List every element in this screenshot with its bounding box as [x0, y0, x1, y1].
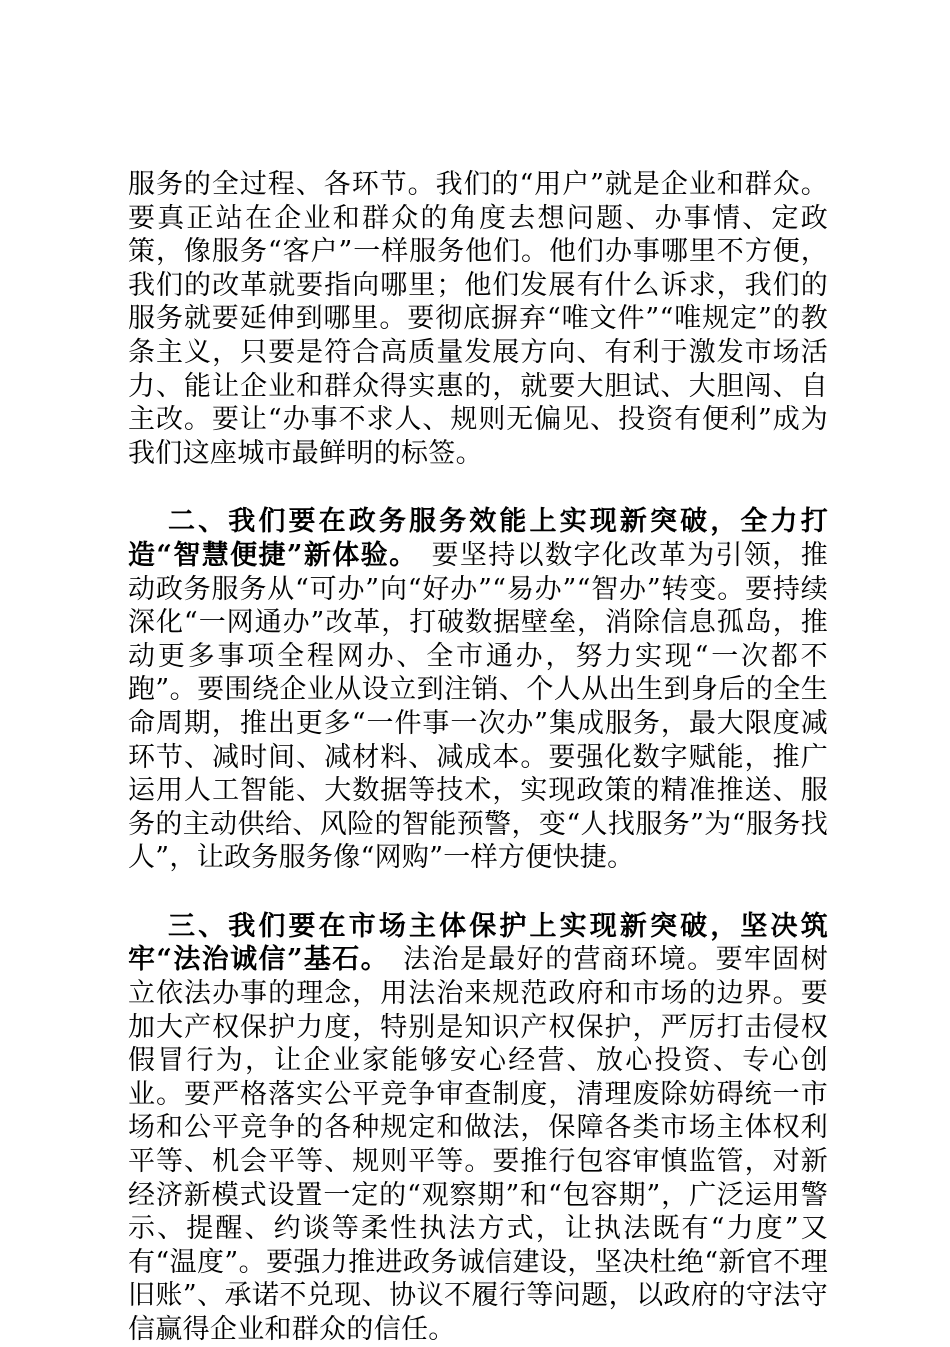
paragraph-section-three: [128, 910, 828, 1347]
paragraph-body: 法治是最好的营商环境。要牢固树立依法办事的理念，用法治来规范政府和市场的边界。要加大产权保护力度，特别是知识产权保护，严厉打击侵权假冒行为，让企业家能够安心经营、放心投资、专心创业。要严格落实公平竞争审查制度，清理废除妨碍统一市场和公平竞争的各种规定和做法，保障各类市场主体权利平等、机会平等、规则平等。要推行包容审慎监管，对新经济新模式设置一定的“观察期”和“包容期”，广泛运用警示、提醒、约谈等柔性执法方式，让执法既有“力度”又有“温度”。要强力推进政务诚信建设，坚决杜绝“新官不理旧账”、承诺不兑现、协议不履行等问题，以政府的守法守信赢得企业和群众的信任。: [128, 944, 828, 1345]
paragraph-body: 要坚持以数字化改革为引领，推动政务服务从“可办”向“好办”“易办”“智办”转变。要持续深化“一网通办”改革，打破数据壁垒，消除信息孤岛，推动更多事项全程网办、全市通办，努力实现“一次都不跑”。要围绕企业从设立到注销、个人从出生到身后的全生命周期，推出更多“一件事一次办”集成服务，最大限度减环节、减时间、减材料、减成本。要强化数字赋能，推广运用人工智能、大数据等技术，实现政策的精准推送、服务的主动供给、风险的智能预警，变“人找服务”为“服务找人”，让政务服务像“网购”一样方便快捷。: [128, 539, 828, 874]
paragraph-continuation: [128, 168, 828, 470]
section-heading: 三、我们要在市场主体保护上实现新突破，坚决筑牢“法治诚信”基石。: [128, 910, 828, 976]
paragraph-section-two: [128, 505, 828, 875]
section-heading: 二、我们要在政务服务效能上实现新突破，全力打造“智慧便捷”新体验。: [128, 506, 828, 571]
paragraph-body: 服务的全过程、各环节。我们的“用户”就是企业和群众。要真正站在企业和群众的角度去想问题、办事情、定政策，像服务“客户”一样服务他们。他们办事哪里不方便，我们的改革就要指向哪里；他们发展有什么诉求，我们的服务就要延伸到哪里。要彻底摒弃“唯文件”“唯规定”的教条主义，只要是符合高质量发展方向、有利于激发市场活力、能让企业和群众得实惠的，就要大胆试、大胆闯、自主改。要让“办事不求人、规则无偏见、投资有便利”成为我们这座城市最鲜明的标签。: [128, 169, 828, 469]
document-page: [128, 168, 828, 1347]
